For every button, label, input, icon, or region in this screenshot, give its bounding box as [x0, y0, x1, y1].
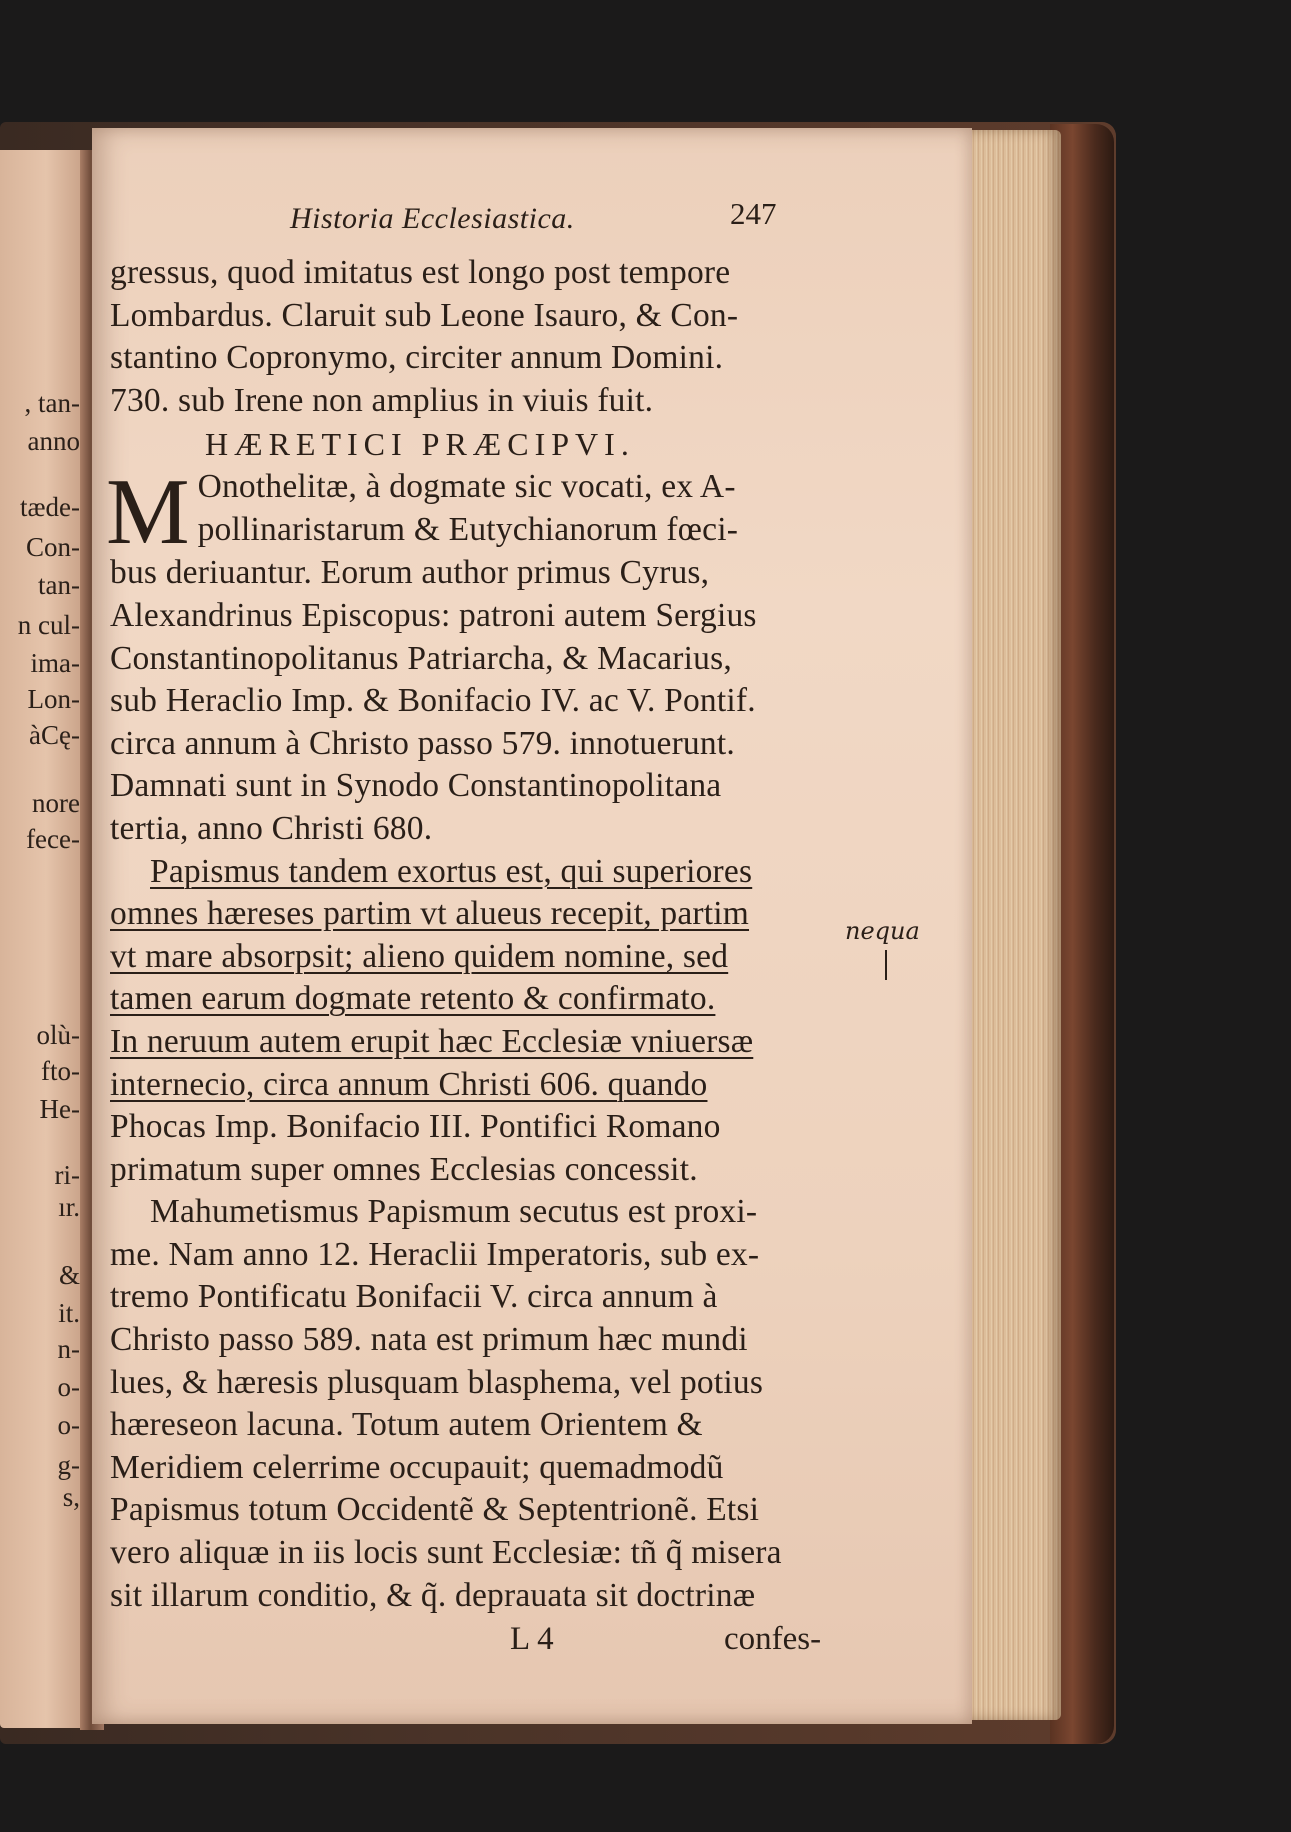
- margin-bracket: [885, 950, 887, 980]
- text-line: tremo Pontificatu Bonifacii V. circa annum à: [110, 1278, 718, 1316]
- paragraph-lombardus: [110, 252, 870, 422]
- page-number: 247: [730, 196, 777, 231]
- left-page-fragment: ır.: [58, 1192, 80, 1222]
- text-line: gressus, quod imitatus est longo post tempore: [110, 254, 731, 291]
- text-line: omnes hæreses partim vt alueus recepit, partim: [110, 895, 750, 933]
- left-page-fragment: tæde-: [20, 492, 80, 522]
- page-text: [106, 196, 870, 1665]
- text-line: Papismus tandem exortus est, qui superiores: [150, 852, 753, 890]
- left-page-fragment: fece-: [26, 824, 80, 854]
- page-header: [110, 196, 870, 252]
- text-line: vero aliquæ in iis locis sunt Ecclesiæ: tñ q̃ misera: [110, 1534, 782, 1572]
- handwritten-margin-note: nequa: [845, 917, 920, 945]
- text-line: 730. sub Irene non amplius in viuis fuit.: [110, 381, 654, 419]
- monothelitae-lines: [110, 552, 870, 850]
- left-page-fragment: it.: [58, 1298, 80, 1328]
- left-page-fragment: nore: [32, 788, 80, 818]
- text-line: bus deriuantur. Eorum author primus Cyrus,: [110, 554, 710, 592]
- signature-mark: L 4: [510, 1621, 554, 1658]
- paragraph-mahumetismus: [110, 1191, 870, 1617]
- left-page-fragment: Lon-: [27, 684, 80, 714]
- text-line: tertia, anno Christi 680.: [110, 809, 433, 847]
- left-page-fragment: n-: [57, 1334, 80, 1364]
- dropcap-lines: [110, 466, 870, 551]
- text-line: Damnati sunt in Synodo Constantinopolitana: [110, 767, 722, 805]
- page-footer: [110, 1617, 870, 1665]
- text-line: Constantinopolitanus Patriarcha, & Macarius,: [110, 639, 732, 677]
- left-page-fragment: Con-: [26, 532, 80, 562]
- paragraph-papismus: [110, 851, 870, 1192]
- text-line: sit illarum conditio, & q̃. deprauata sit doctrinæ: [110, 1576, 756, 1614]
- section-heading: HÆRETICI PRÆCIPVI.: [205, 426, 635, 463]
- text-line: pollinaristarum & Eutychianorum fœci-: [197, 510, 739, 548]
- text-line: Alexandrinus Episcopus: patroni autem Sergius: [110, 596, 757, 634]
- text-line: Christo passo 589. nata est primum hæc mundi: [110, 1321, 748, 1359]
- left-page-fragment: o-: [57, 1410, 80, 1440]
- left-page-fragment: àCę-: [29, 720, 80, 750]
- text-line: primatum super omnes Ecclesias concessit.: [110, 1150, 698, 1188]
- text-line: sub Heraclio Imp. & Bonifacio IV. ac V. Pontif.: [110, 682, 756, 720]
- left-page-fragment: ima-: [30, 648, 80, 678]
- text-line: stantino Copronymo, circiter annum Domini.: [110, 339, 724, 377]
- text-line: Papismus totum Occidentẽ & Septentrionẽ. Etsi: [110, 1491, 760, 1529]
- text-line: Onothelitæ, à dogmate sic vocati, ex A-: [197, 468, 736, 506]
- text-line: Lombardus. Claruit sub Leone Isauro, & Con-: [110, 296, 739, 334]
- catchword: confes-: [724, 1621, 822, 1658]
- left-page-fragment: s,: [62, 1482, 80, 1512]
- left-page-fragment: n cul-: [17, 610, 80, 640]
- text-line: hæreseon lacuna. Totum autem Orientem &: [110, 1406, 703, 1444]
- text-line: In neruum autem erupit hæc Ecclesiæ vniuersæ: [110, 1022, 754, 1060]
- left-page-fragment: ri-: [54, 1160, 80, 1190]
- text-line: vt mare absorpsit; alieno quidem nomine, sed: [110, 937, 729, 975]
- left-page-fragment: g-: [57, 1450, 80, 1480]
- left-page-fragment: fto-: [41, 1056, 80, 1086]
- left-page: [0, 150, 92, 1728]
- left-page-fragment: anno: [27, 426, 80, 456]
- text-line: circa annum à Christo passo 579. innotuerunt.: [110, 724, 735, 762]
- left-page-fragment: He-: [39, 1094, 80, 1124]
- text-line: me. Nam anno 12. Heraclii Imperatoris, sub ex-: [110, 1235, 760, 1273]
- text-line: internecio, circa annum Christi 606. quando: [110, 1065, 708, 1103]
- paragraph-monothelitae: [106, 460, 870, 850]
- text-line: Phocas Imp. Bonifacio III. Pontifici Romano: [110, 1108, 721, 1146]
- text-line: tamen earum dogmate retento & confirmato.: [110, 980, 716, 1018]
- text-line: Meridiem celerrime occupauit; quemadmodũ: [110, 1448, 724, 1486]
- left-page-fragment: &: [58, 1260, 80, 1290]
- left-page-fragment: olù-: [36, 1020, 80, 1050]
- text-line: Mahumetismus Papismum secutus est proxi-: [150, 1193, 758, 1231]
- running-title: Historia Ecclesiastica.: [290, 202, 575, 235]
- left-page-fragment: , tan-: [24, 388, 80, 418]
- text-line: lues, & hæresis plusquam blasphema, vel potius: [110, 1363, 764, 1401]
- left-page-fragment: o-: [57, 1372, 80, 1402]
- drop-cap: M: [106, 460, 190, 565]
- left-page-fragment: tan-: [38, 570, 80, 600]
